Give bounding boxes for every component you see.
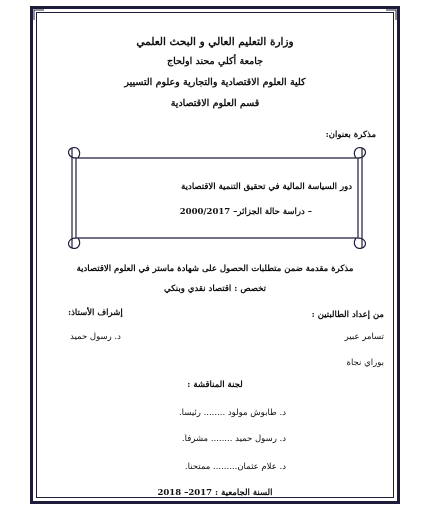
academic-year: السنة الجامعية : 2017– 2018: [157, 488, 273, 498]
committee-member-3: د. علام عثمان......... ممتحنا.: [184, 462, 286, 472]
supervisor-name: د. رسول حميد: [70, 332, 121, 342]
corner-ornament-icon: [33, 9, 45, 21]
thesis-title-line2: – دراسة حالة الجزائر– 2000/2017: [179, 207, 312, 217]
students-label: من إعداد الطالبتين :: [311, 310, 384, 320]
university-line: جامعة أكلي محند اولحاج: [166, 56, 264, 67]
title-scroll: [62, 142, 372, 254]
department-line: قسم العلوم الاقتصادية: [170, 98, 260, 109]
thesis-title-line1: دور السياسة المالية في تحقيق التنمية الاقتصادية: [181, 182, 352, 192]
scroll-frame-graphic: [62, 142, 372, 254]
memo-label: مذكرة بعنوان:: [325, 130, 376, 140]
faculty-line: كلية العلوم الاقتصادية والتجارية وعلوم التسيير: [124, 77, 306, 88]
committee-label: لجنة المناقشة :: [187, 380, 243, 390]
specialty-line: تخصص : اقتصاد نقدي وبنكي: [164, 284, 266, 294]
committee-member-1: د. طابوش مولود ........ رئيسا.: [178, 408, 286, 418]
corner-ornament-icon: [385, 9, 397, 21]
ministry-line: وزارة التعليم العالي و البحث العلمي: [136, 36, 294, 48]
student-name-1: تسامر عبير: [344, 332, 384, 342]
committee-member-2: د. رسول حميد ........ مشرفا.: [181, 434, 286, 444]
student-name-2: بوراي نجاة: [346, 358, 384, 368]
purpose-line: مذكرة مقدمة ضمن متطلبات الحصول على شهادة ماستر في العلوم الاقتصادية: [76, 264, 354, 274]
supervisor-label: إشراف الأستاذ:: [68, 308, 123, 318]
cover-page: [40, 14, 390, 496]
